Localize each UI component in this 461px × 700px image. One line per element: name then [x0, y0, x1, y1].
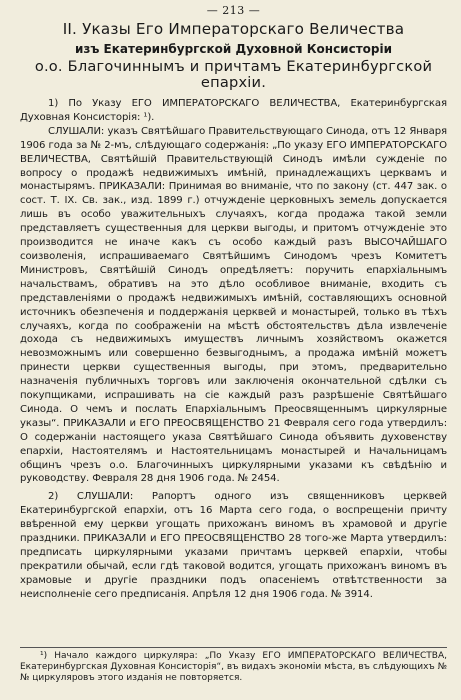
addressee-heading: [20, 59, 447, 91]
page-number: — 213 —: [206, 4, 261, 17]
addressee-line-2: епархіи.: [200, 74, 267, 91]
section-heading: II. Указы Его Императорскаго Величества: [62, 20, 405, 38]
paragraph-decree-1: СЛУШАЛИ: указъ Святѣйшаго Правительствующаго Синода, отъ 12 Января 1906 года за № 2-мъ, слѣдующаго содержанія: „По указу ЕГО ИМПЕРАТОРСКАГО ВЕЛИЧЕСТВА, Святѣйшій Правительствующій Синодъ имѣли сужденіе по вопросу о продажѣ недвижимыхъ имѣній, принадлежащихъ церквамъ и монастырямъ. ПРИКАЗАЛИ: Принимая во вниманіе, что по закону (ст. 447 зак. о сост. Т. IX. Св. зак., изд. 1899 г.) отчужденіе церковныхъ земель допускается лишь въ особо уважительныхъ случаяхъ, когда продажа такой земли представляетъ существенныя для церкви выгоды, и притомъ отчужденіе это производится не иначе какъ съ особо каждый разъ ВЫСОЧАЙШАГО соизволенія, испрашиваемаго Святѣйшимъ Синодомъ чрезъ Комитетъ Министровъ, Святѣйшій Синодъ опредѣляетъ: поручить епархіальнымъ начальствамъ, обративъ на это дѣло особливое вниманіе, входить съ представленіями о продажѣ недвижимыхъ имѣній, составляющихъ основной источникъ обезпеченія и поддержанія церквей и монастырей, только въ тѣхъ случаяхъ, когда по соображеніи на мѣстѣ обстоятельствъ дѣла извлеченіе дохода съ недвижимыхъ имуществъ личнымъ хозяйствомъ окажется невозможнымъ или совершенно безвыгоднымъ, а продажа имѣній можетъ принести церкви существенныя выгоды, при этомъ, предварительно назначенія публичныхъ торговъ или заключенія окончательной сдѣлки съ покупщиками, испрашивать на сіе каждый разъ разрѣшеніе Святѣйшаго Синода. О чемъ и послать Епархіальнымъ Преосвященнымъ циркулярные указы“. ПРИКАЗАЛИ и ЕГО ПРЕОСВЯЩЕНСТВО 21 Февраля сего года утвердилъ: О содержаніи настоящего указа Святѣйшаго Синода объявить духовенству епархіи, Настоятелямъ и Настоятельницамъ монастырей и Начальницамъ общинъ чрезъ о.о. Благочинныхъ циркулярными указами къ свѣдѣнію и руководству. Февраля 28 дня 1906 года. № 2454.: [20, 125, 447, 485]
paragraph-decree-2: 2) СЛУШАЛИ: Рапортъ одного изъ священниковъ церквей Екатеринбургской епархіи, отъ 16 Марта сего года, о воспрещеніи причту ввѣренной ему церкви угощать прихожанъ виномъ въ храмовой и другіе праздники. ПРИКАЗАЛИ и ЕГО ПРЕОСВЯЩЕНСТВО 28 того-же Марта утвердилъ: предписать циркулярными указами причтамъ церквей епархіи, чтобы прекратили обычай, если гдѣ таковой водится, угощать прихожанъ виномъ въ храмовые и другіе праздники подъ опасеніемъ отвѣтственности за неисполненіе сего предписанія. Апрѣля 12 дня 1906 года. № 3914.: [20, 491, 447, 600]
addressee-line-1: о.о. Благочиннымъ и причтамъ Екатеринбургской: [34, 58, 433, 75]
body-text: [20, 97, 447, 602]
paragraph-intro: 1) По Указу ЕГО ИМПЕРАТОРСКАГО ВЕЛИЧЕСТВА, Екатеринбургская Духовная Консисторія: ¹).: [20, 98, 447, 123]
source-heading: изъ Екатеринбургской Духовной Консисторіи: [74, 42, 393, 56]
footnote-text: ¹) Начало каждого циркуляра: „По Указу ЕГО ИМПЕРАТОРСКАГО ВЕЛИЧЕСТВА, Екатеринбургская Духовная Консисторія“, въ видахъ экономіи мѣста, въ слѣдующихъ №№ циркуляровъ этого изданія не повторяется.: [20, 651, 447, 683]
footnote: [20, 647, 447, 684]
